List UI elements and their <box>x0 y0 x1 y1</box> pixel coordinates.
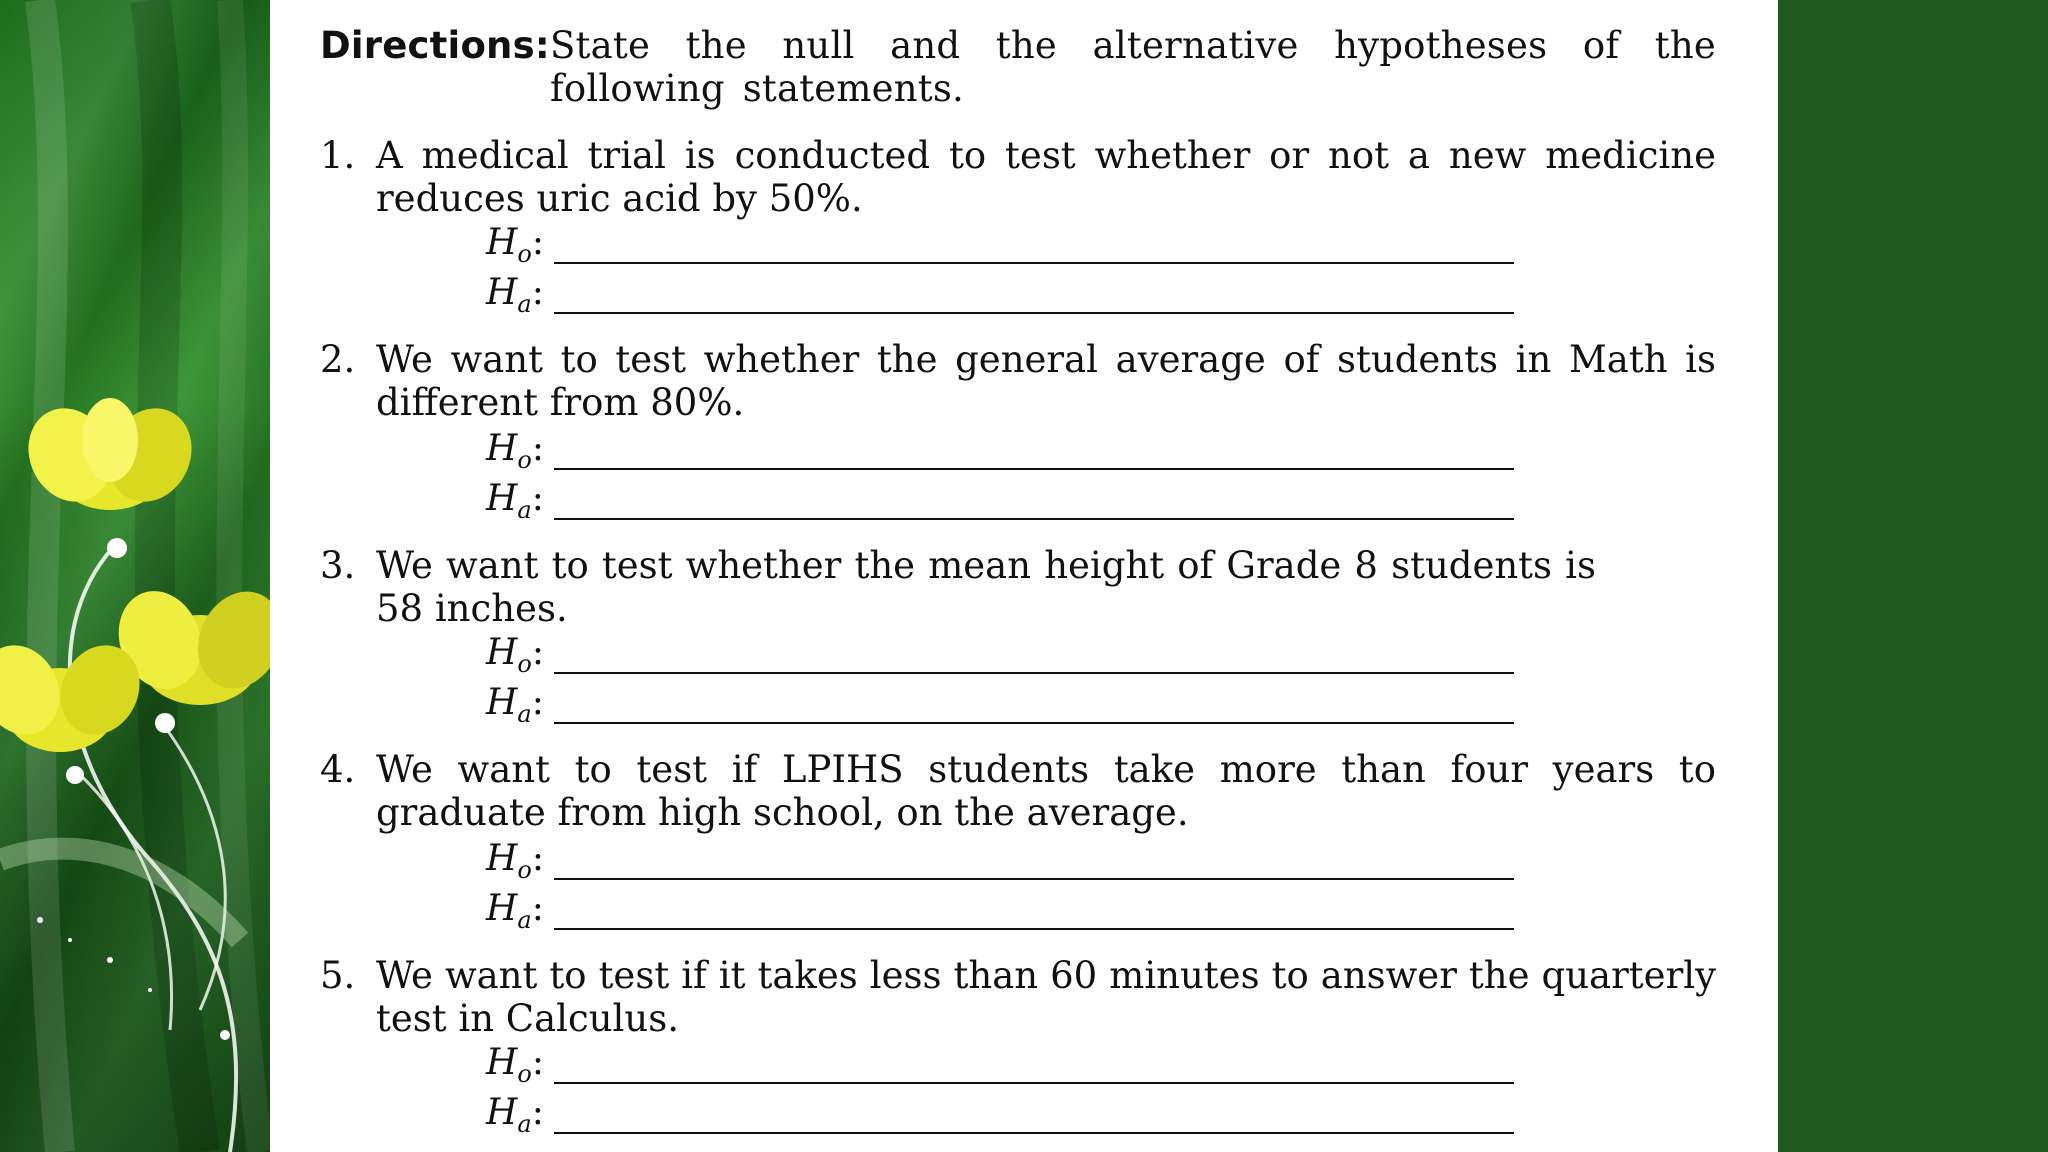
null-hypothesis-field[interactable] <box>486 632 1520 679</box>
worksheet <box>270 0 1778 1152</box>
answer-blank-line[interactable] <box>554 518 1514 520</box>
answer-blank-line[interactable] <box>554 468 1514 470</box>
alternative-hypothesis-field[interactable] <box>486 272 1520 319</box>
null-hypothesis-field[interactable] <box>486 1042 1520 1089</box>
question-5 <box>320 954 1716 1040</box>
question-number: 3. <box>320 544 356 587</box>
question-number: 1. <box>320 134 356 177</box>
question-number: 5. <box>320 954 356 997</box>
question-text: We want to test whether the mean height of Grade 8 students is 58 inches. <box>376 544 1596 630</box>
null-hypothesis-label: $H_o$: <box>486 1042 544 1089</box>
answer-blank-line[interactable] <box>554 928 1514 930</box>
question-text: We want to test whether the general average of students in Math is different from 80%. <box>376 338 1716 424</box>
question-2 <box>320 338 1716 424</box>
null-hypothesis-label: $H_o$: <box>486 428 544 475</box>
answer-blank-line[interactable] <box>554 878 1514 880</box>
question-text: We want to test if LPIHS students take more than four years to graduate from high school, on the average. <box>376 748 1716 834</box>
alternative-hypothesis-label: $H_a$: <box>486 272 544 319</box>
question-text: A medical trial is conducted to test whether or not a new medicine reduces uric acid by 50%. <box>376 134 1716 220</box>
directions <box>320 24 1716 110</box>
directions-label: Directions: <box>320 24 550 67</box>
alternative-hypothesis-label: $H_a$: <box>486 682 544 729</box>
right-background-strip <box>1778 0 2048 1152</box>
question-text: We want to test if it takes less than 60 minutes to answer the quarterly test in Calculus. <box>376 954 1716 1040</box>
question-4 <box>320 748 1716 834</box>
alternative-hypothesis-field[interactable] <box>486 478 1520 525</box>
answer-blank-line[interactable] <box>554 672 1514 674</box>
null-hypothesis-label: $H_o$: <box>486 222 544 269</box>
alternative-hypothesis-label: $H_a$: <box>486 1092 544 1139</box>
answer-blank-line[interactable] <box>554 262 1514 264</box>
alternative-hypothesis-field[interactable] <box>486 682 1520 729</box>
alternative-hypothesis-field[interactable] <box>486 888 1520 935</box>
flower-decoration <box>0 0 270 1152</box>
null-hypothesis-field[interactable] <box>486 428 1520 475</box>
null-hypothesis-label: $H_o$: <box>486 838 544 885</box>
alternative-hypothesis-label: $H_a$: <box>486 888 544 935</box>
alternative-hypothesis-label: $H_a$: <box>486 478 544 525</box>
null-hypothesis-field[interactable] <box>486 222 1520 269</box>
question-number: 4. <box>320 748 356 791</box>
answer-blank-line[interactable] <box>554 722 1514 724</box>
question-number: 2. <box>320 338 356 381</box>
null-hypothesis-label: $H_o$: <box>486 632 544 679</box>
null-hypothesis-field[interactable] <box>486 838 1520 885</box>
answer-blank-line[interactable] <box>554 312 1514 314</box>
question-3 <box>320 544 1716 630</box>
answer-blank-line[interactable] <box>554 1132 1514 1134</box>
question-1 <box>320 134 1716 220</box>
directions-text: State the null and the alternative hypotheses of the following statements. <box>550 24 1716 110</box>
decorative-curtain-panel <box>0 0 270 1152</box>
answer-blank-line[interactable] <box>554 1082 1514 1084</box>
alternative-hypothesis-field[interactable] <box>486 1092 1520 1139</box>
